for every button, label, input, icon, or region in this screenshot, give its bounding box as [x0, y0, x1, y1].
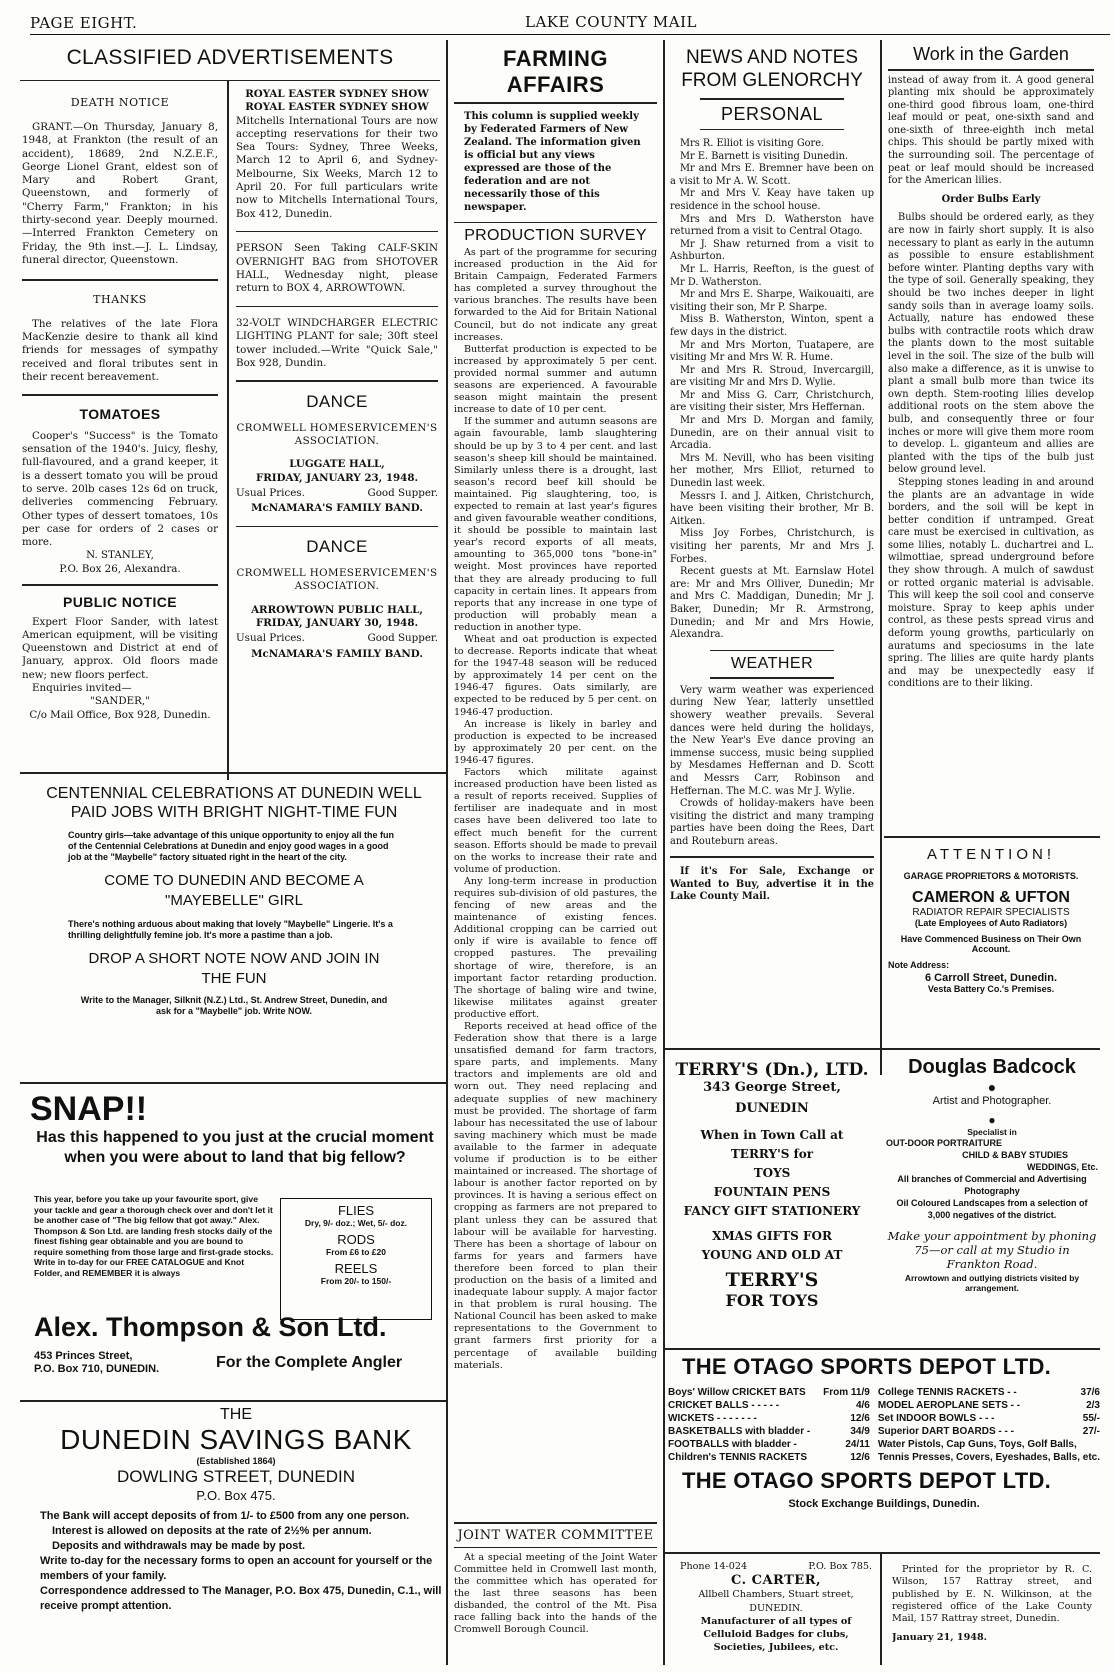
list-item: Set INDOOR BOWLS - - - 55/- [877, 1413, 1100, 1424]
divider [663, 1348, 1100, 1350]
attention-title: ATTENTION! [926, 846, 1056, 863]
list-item: FOOTBALLS with bladder - 24/11 [668, 1439, 870, 1450]
badcock-ad [886, 1056, 1098, 1346]
otago-left-list [668, 1386, 870, 1464]
attention-late: (Late Employees of Auto Radiators) [914, 918, 1068, 928]
imprint [892, 1564, 1092, 1666]
column-rule [880, 40, 882, 1075]
easter-ad: ROYAL EASTER SYDNEY SHOW ROYAL EASTER SYDNEY SHOW Mitchells International Tours are now accepting reservations for their two Sea Tours: Sydney, Three Weeks, March 12 to April 6, and Sydney-Melbourne, Six Weeks, March 12 to April 20. For full particulars write now to Mitchells International Tours, Box 412, Dunedin. [236, 88, 438, 220]
snap-firm: Alex. Thompson & Son Ltd. [34, 1312, 387, 1342]
otago-address: Stock Exchange Buildings, Dunedin. [788, 1498, 980, 1510]
bank-the: THE [220, 1406, 252, 1423]
carter-contact: Phone 14-024 P.O. Box 785. [680, 1561, 872, 1572]
attention-sub: GARAGE PROPRIETORS & MOTORISTS. [903, 871, 1079, 881]
terrys-toys: FOR TOYS [725, 1291, 819, 1310]
divider [454, 1547, 657, 1549]
classified-title: CLASSIFIED ADVERTISEMENTS [66, 46, 394, 69]
public-notice-text: Expert Floor Sander, with latest American equipment, will be visiting Queenstown and District at end of January, approx. Old floors made new; new floors perfect. Enquiries invited— [22, 615, 218, 694]
snap-ad [30, 1090, 440, 1402]
attention-addr: 6 Carroll Street, Dunedin. [924, 972, 1058, 984]
page-header [30, 12, 1110, 35]
divider [700, 98, 844, 100]
list-item: College TENNIS RACKETS - - 37/6 [877, 1387, 1100, 1398]
tomatoes-heading: TOMATOES [79, 405, 161, 422]
water-text: At a special meeting of the Joint Water Committee held in Cromwell last month, the committee which has operated for the last three seasons has been disbanded, the control of the Mt. Pisa race falling back into the hands of the Cromwell Borough Council. [454, 1552, 657, 1635]
badcock-dot-1: ● [987, 1079, 997, 1095]
carter-text: Manufacturer of all types of Celluloid Badges for clubs, Societies, Jubilees, etc. [700, 1615, 852, 1654]
divider [888, 69, 1094, 71]
carter-name: C. CARTER, [730, 1573, 822, 1589]
sale-note: If it's For Sale, Exchange or Wanted to Buy, advertise it in the Lake County Mail. [670, 865, 874, 903]
divider [663, 1048, 1100, 1050]
badcock-arrowtown: Arrowtown and outlying districts visited by arrangement. [904, 1273, 1080, 1293]
survey-title: PRODUCTION SURVEY [464, 227, 647, 244]
water-committee [454, 1522, 657, 1668]
snap-price-box: FLIES Dry, 9/- doz.; Wet, 5/- doz. RODS From £6 to £20 REELS From 20/- to 150/- [280, 1198, 432, 1320]
imprint-text: Printed for the proprietor by R. C. Wilson, 157 Rattray street, and published by E. N. Wilkinson, at the registered office of the Lake County Mail, 157 Rattray street, Dunedin. [892, 1564, 1092, 1625]
divider [710, 650, 834, 652]
terrys-city: DUNEDIN [735, 1101, 809, 1116]
attention-vesta: Vesta Battery Co.'s Premises. [927, 984, 1055, 994]
divider [700, 129, 844, 131]
dance-ad-luggate: DANCE CROMWELL HOMESERVICEMEN'S ASSOCIATION. LUGGATE HALL, FRIDAY, JANUARY 23, 1948. Usual Prices. Good Supper. McNAMARA'S FAMILY BAND. [236, 391, 438, 515]
thanks-heading: THANKS [93, 292, 147, 306]
thanks-text: The relatives of the late Flora MacKenzie desire to thank all kind friends for messages of sympathy received and floral tributes sent in their recent bereavement. [22, 317, 218, 383]
carter-building: Allbell Chambers, Stuart street, [698, 1589, 854, 1601]
divider [20, 772, 446, 774]
terrys-ad [670, 1060, 874, 1350]
badcock-appointment: Make your appointment by phoning 75—or call at my Studio in Frankton Road. [887, 1229, 1097, 1271]
public-notice-sign: "SANDER," C/o Mail Office, Box 928, Dunedin. [29, 695, 211, 721]
masthead: LAKE COUNTY MAIL [525, 13, 698, 31]
attention-ad [888, 846, 1094, 1056]
terrys-street: 343 George Street, [703, 1080, 841, 1095]
attention-firm: CAMERON & UFTON [912, 889, 1070, 906]
farming-intro: This column is supplied weekly by Federated Farmers of New Zealand. The information given is official but any views expressed are those of the federation and are not necessarily those of this newspaper. [464, 110, 641, 213]
centennial-title: CENTENNIAL CELEBRATIONS AT DUNEDIN WELL PAID JOBS WITH BRIGHT NIGHT-TIME FUN [46, 785, 422, 821]
centennial-ad [34, 784, 434, 1074]
farming-column [454, 46, 657, 1666]
list-item: Superior DART BOARDS - - - 27/- [877, 1426, 1100, 1437]
page-number: PAGE EIGHT. [30, 14, 138, 32]
public-notice-heading: PUBLIC NOTICE [62, 593, 178, 610]
lost-bag-ad: PERSON Seen Taking CALF-SKIN OVERNIGHT BAG from SHOTOVER HALL, Wednesday night, please return to BOX 4, ARROWTOWN. [236, 242, 438, 295]
divider [236, 380, 438, 382]
divider [454, 1522, 657, 1524]
survey-text: As part of the programme for securing increased production in the Aid for Britain Campaign, Federated Farmers has completed a survey throughout the various branches. The results have been forwarded to the Aid for Britain National Council, but do not indicate any great increases. Butterfat production is expected to be increased by approximately 5 per cent. provided normal summer and autumn seasons are experienced. A favourable season might maintain the present increase to date of 10 per cent. If the summer and autumn seasons are again favourable, lamb slaughtering should be up by 3 to 4 per cent. and last season's sheep kill should be maintained. Similarly unless there is a drought, last season's record beef kill should be maintained. Pig slaughtering, too, is expected to remain at last year's figures and given favourable weather conditions, it should be possible to maintain last year's record exports of all meats, amounting to 365,000 tons "bone-in" weight. Most provinces have reported that they are already producing to full capacity in certain lines. It appears from reports that any increase in one type of production will probably mean a reduction in another type. Wheat and oat production is expected to decrease. Reports indicate that wheat for the 1947-48 season will be reduced by approximately 14 per cent on the 1946-47 figures. Oats similarly, are expected to be reduced by 5 per cent. on 1946-47 production. An increase is likely in barley and production is expected to be increased by approximately 20 per cent. on the 1946-47 figures. Factors which militate against increased production have been listed as a result of reports received. Supplies of fertiliser are inadequate and in most cases have been delivered too late to effect much benefit for the current season. Efforts should be made to prevail on the works to increase their rate and volume of production. Any long-term increase in production requires sub-division of old pastures, the fencing of new areas and the maintenance of existing fences. Additional cropping can be carried out only if wire is available to fence off cropped pastures. The prevailing shortage of wire, therefore, is an important factor retarding production. The shortage of baling wire and twine, likewise militates against greater productive effort. Reports received at head office of the Federation show that there is a large unsatisfied demand for farm tractors, spare parts, and implements. Many tractors and implements are old and worn out. They need replacing and adequate supplies of new machinery must be provided. The shortage of farm labour has necessitated the use of labour saving machinery which must be made available to the farmer in adequate volume if production is to be either maintained or increased. The shortage of labour is another factor reported on by provinces. It is having a serious effect on cropping as farmers are not prepared to plant unless they can be assured that labour will be available for harvesting. There has been a shortage of labour on farms for years and farmers have therefore been forced to plan their production on the basis of a limited and inadequate labour supply. A major factor in that problem is rural housing. The National Council has been asked to make representations to the Government to grant farmers first priority for a percentage of available building materials. [454, 247, 657, 1371]
snap-slogan: For the Complete Angler [216, 1354, 403, 1371]
badcock-dot-2: ● [988, 1113, 996, 1127]
tomatoes-text: Cooper's "Success" is the Tomato sensation of the 1940's. Juicy, fleshy, full-flavoured, and a grand keeper, it is a dessert tomato you will be proud to serve. 20lb cases 12s 6d on truck, deliveries commencing February. Other types of dessert tomatoes, 10s per case for orders of 2 cases or more. [22, 429, 218, 549]
snap-text: This year, before you take up your favourite sport, give your tackle and gear a thorough check over and don't let it be another case of "The big fellow that got away." Alex. Thompson & Son Ltd. are landing fresh stocks daily of the finest fishing gear obtainable and you are bound to require something from those large and first-grade stocks. Write in to-day for our FREE CATALOGUE and Knot Folder, and REMEMBER it is always [34, 1194, 274, 1278]
weather-text: Very warm weather was experienced during New Year, latterly unsettled showery weather prevails. Several dances were held during the holidays, the New Year's Eve dance proving an immense success, music being supplied by Mesdames Heffernan and D. Scott and Messrs Carr, Robinson and Heffernan. The M.C. was Mr J. Wylie. Crowds of holiday-makers have been visiting the district and many tramping parties have been doing the Rees, Dart and Routeburn areas. [670, 684, 874, 847]
bank-name: DUNEDIN SAVINGS BANK [60, 1424, 412, 1455]
column-rule [227, 80, 229, 780]
divider [22, 584, 218, 586]
column-rule [663, 40, 665, 1665]
snap-title: SNAP!! [30, 1090, 148, 1128]
list-item: CRICKET BALLS - - - - - 4/6 [668, 1400, 870, 1411]
terrys-big: TERRY'S [725, 1269, 819, 1291]
bank-box: P.O. Box 475. [196, 1488, 276, 1503]
death-notice-heading: DEATH NOTICE [70, 96, 170, 109]
news-column [670, 46, 874, 1056]
classified-header [20, 46, 440, 81]
divider [236, 526, 438, 528]
garden-text: instead of away from it. A good general planting mix should be approximately one-third good fibrous loam, one-third leaf mould or peat, one-sixth sand and one-sixth of three-eighth inch metal chips. This should be partly mixed with the surrounding soil. The percentage of peat or leaf mould should be increased for the American lilies. Order Bulbs Early Bulbs should be ordered early, as they are now in fairly short supply. It is also necessary to plant as early in the autumn as possible to ensure establishment before winter. Planting depths vary with the type of soil. Generally speaking, they should be two inches deeper in light sandy soils than in average loamy soils. Actually, nature has endowed these bulbs with contractile roots which draw the plants down to the most suitable level in the soil. The size of the bulb will also make a difference, as it is unwise to plant a small bulb more than twice its own depth. Stem-rooting lilies develop additional roots on the stem above the bulb, and consequently three or four inches or more will give them more room to develop. L. giganteum and allies are planted with the tips of the bulb just below ground level. Stepping stones leading in and around the plants are an advantage in wide borders, and the soil will be kept in better condition if untramped. Great care must be exercised in cultivation, as some lilies, notably L. duchartrei and L. wilmottiae, spread underground before they show through. A mulch of sawdust or rotted organic material is advisable. This will keep the soil cool and conserve moisture. Spray to keep aphis under control, as these pests spread virus and deform young growths, particularly on auratums and speciosums in the late spring. The lilies are quite hardy plants and may be unexpectedly easy if conditions are to their liking. [888, 74, 1094, 690]
centennial-p2: There's nothing arduous about making that lovely "Maybelle" Lingerie. It's a thrilling delightfully femine job. It's more a pastime than a job. [68, 919, 393, 940]
windcharger-ad: 32-VOLT WINDCHARGER ELECTRIC LIGHTING PLANT for sale; 30ft steel tower included.—Write "Quick Sale," Box 928, Dundin. [236, 317, 438, 370]
column-rule [880, 1552, 882, 1665]
bank-lines: The Bank will accept deposits of from 1/- to £500 from any one person. Interest is allowed on deposits at the rate of 2½% per annum. Deposits and withdrawals may be made by post. Write to-day for the necessary forms to open an account for yourself or the members of your family. Correspondence addressed to The Manager, P.O. Box 475, Dunedin, C.1., will receive prompt attention. [40, 1510, 442, 1612]
divider [236, 231, 438, 233]
divider [22, 394, 218, 396]
carter-city: DUNEDIN. [749, 1602, 803, 1614]
news-title: NEWS AND NOTES FROM GLENORCHY [681, 47, 863, 91]
dance-ad-arrowtown: DANCE CROMWELL HOMESERVICEMEN'S ASSOCIATION. ARROWTOWN PUBLIC HALL, FRIDAY, JANUARY 30, 1948. Usual Prices. Good Supper. McNAMARA'S FAMILY BAND. [236, 537, 438, 660]
divider [454, 222, 657, 224]
otago-title: THE OTAGO SPORTS DEPOT LTD. [682, 1354, 1052, 1379]
farming-title: FARMING AFFAIRS [503, 46, 608, 97]
snap-address: 453 Princes Street, P.O. Box 710, DUNEDIN. [34, 1350, 160, 1375]
centennial-h2: COME TO DUNEDIN AND BECOME A "MAYEBELLE" GIRL [104, 872, 364, 909]
garden-title: Work in the Garden [913, 44, 1069, 64]
tomatoes-sign: N. STANLEY, P.O. Box 26, Alexandra. [59, 549, 181, 575]
imprint-date: January 21, 1948. [892, 1632, 987, 1644]
divider [663, 1552, 1100, 1554]
personal-heading: PERSONAL [720, 103, 824, 124]
divider [670, 856, 874, 858]
column-rule [446, 40, 448, 1665]
divider [20, 1400, 446, 1402]
bank-ad [30, 1406, 442, 1668]
attention-note: Note Address: [888, 960, 950, 970]
list-item: Children's TENNIS RACKETS 12/6 [668, 1452, 870, 1463]
otago-price-list [668, 1386, 1100, 1464]
attention-text: Have Commenced Business on Their Own Account. [900, 934, 1082, 954]
otago-sports-ad [668, 1354, 1100, 1514]
centennial-p1: Country girls—take advantage of this unique opportunity to enjoy all the fun of the Centennial Celebrations at Dunedin and enjoy good wages in a good job at the "Maybelle" factory situated right in the heart of the city. [68, 830, 395, 862]
bank-street: DOWLING STREET, DUNEDIN [116, 1467, 356, 1486]
list-item: MODEL AEROPLANE SETS - - 2/3 [877, 1400, 1100, 1411]
list-item: Boys' Willow CRICKET BATS From 11/9 [668, 1387, 870, 1398]
death-notice-text: GRANT.—On Thursday, January 8, 1948, at Frankton (the result of an accident), 18689, 2nd N.Z.E.F., George Lionel Grant, eldest son of Mary and Robert Grant, Queenstown, and formerly of "Cherry Farm," Frankton; in his thirty-second year. Deeply mourned.—Interred Frankton Cemetery on Friday, the 9th inst.—J. L. Lindsay, funeral director, Queenstown. [22, 121, 218, 266]
badcock-lines: OUT-DOOR PORTRAITURE CHILD & BABY STUDIES WEDDINGS, Etc. All branches of Commercial and Advertising Photography Oil Coloured Landscapes from a selection of 3,000 negatives of the district. [886, 1138, 1098, 1220]
centennial-h3: DROP A SHORT NOTE NOW AND JOIN IN THE FUN [88, 950, 380, 987]
divider [22, 279, 218, 281]
divider [20, 1082, 446, 1084]
divider [454, 102, 657, 104]
centennial-p3: Write to the Manager, Silknit (N.Z.) Ltd., St. Andrew Street, Dunedin, and ask for a "Maybelle" job. Write NOW. [80, 995, 388, 1016]
list-item: BASKETBALLS with bladder - 34/9 [668, 1426, 870, 1437]
divider [710, 677, 834, 679]
otago-right-list [878, 1386, 1100, 1464]
badcock-spec: Specialist in [967, 1127, 1017, 1137]
otago-title-2: THE OTAGO SPORTS DEPOT LTD. [682, 1468, 1052, 1493]
classified-col-left [22, 88, 218, 778]
water-title: JOINT WATER COMMITTEE [457, 1527, 654, 1543]
divider [884, 836, 1100, 838]
personal-notes: Mrs R. Elliot is visiting Gore. Mr E. Barnett is visiting Dunedin. Mr and Mrs E. Bremner have been on a visit to Mr A. W. Scott. Mr and Mrs V. Keay have taken up residence in the school house. Mrs and Mrs D. Watherston have returned from a visit to Central Otago. Mr J. Shaw returned from a visit to Ashburton. Mr L. Harris, Reefton, is the guest of Mr D. Watherston. Mr and Mrs E. Sharpe, Waikouaiti, are visiting their son, Mr P. Sharpe. Miss B. Watherston, Winton, spent a few days in the district. Mr and Mrs Morton, Tuatapere, are visiting Mr and Mrs W. R. Hume. Mr and Mrs R. Stroud, Invercargill, are visiting Mr and Mrs D. Wylie. Mr and Miss G. Carr, Christchurch, are visiting their sister, Mrs Heffernan. Mr and Mrs D. Morgan and family, Dunedin, are on their annual visit to Arcadia. Mrs M. Nevill, who has been visiting her mother, Mrs Elliot, returned to Dunedin last week. Messrs I. and J. Aitken, Christchurch, have been visiting their brother, Mr B. Aitken. Miss Joy Forbes, Christchurch, is visiting her parents, Mr and Mrs J. Forbes. Recent guests at Mt. Earnslaw Hotel are: Mr and Mrs Olliver, Dunedin; Mr and Mrs C. Maddigan, Dunedin; Mr J. Baker, Dunedin; Mr R. Armstrong, Dunedin; and Mr and Mrs Howie, Alexandra. [670, 138, 874, 641]
snap-subtitle: Has this happened to you just at the crucial moment when you were about to land that big fellow? [36, 1129, 434, 1166]
carter-ad [680, 1560, 872, 1668]
terrys-name: TERRY'S (Dn.), LTD. [675, 1060, 869, 1080]
garden-column [888, 44, 1094, 844]
classified-col-right [236, 88, 438, 778]
badcock-role: Artist and Photographer. [932, 1095, 1052, 1107]
badcock-name: Douglas Badcock [908, 1056, 1076, 1078]
divider [236, 306, 438, 308]
bank-est: (Established 1864) [196, 1456, 276, 1466]
list-item: Water Pistols, Cap Guns, Toys, Golf Balls, [877, 1439, 1077, 1450]
attention-spec: RADIATOR REPAIR SPECIALISTS [912, 907, 1070, 918]
terrys-lines: When in Town Call at TERRY'S for TOYS FOUNTAIN PENS FANCY GIFT STATIONERY XMAS GIFTS FOR YOUNG AND OLD AT [683, 1128, 861, 1262]
list-item: Tennis Presses, Covers, Eyeshades, Balls, etc. [877, 1452, 1100, 1463]
list-item: WICKETS - - - - - - - 12/6 [668, 1413, 870, 1424]
weather-heading: WEATHER [730, 655, 814, 673]
